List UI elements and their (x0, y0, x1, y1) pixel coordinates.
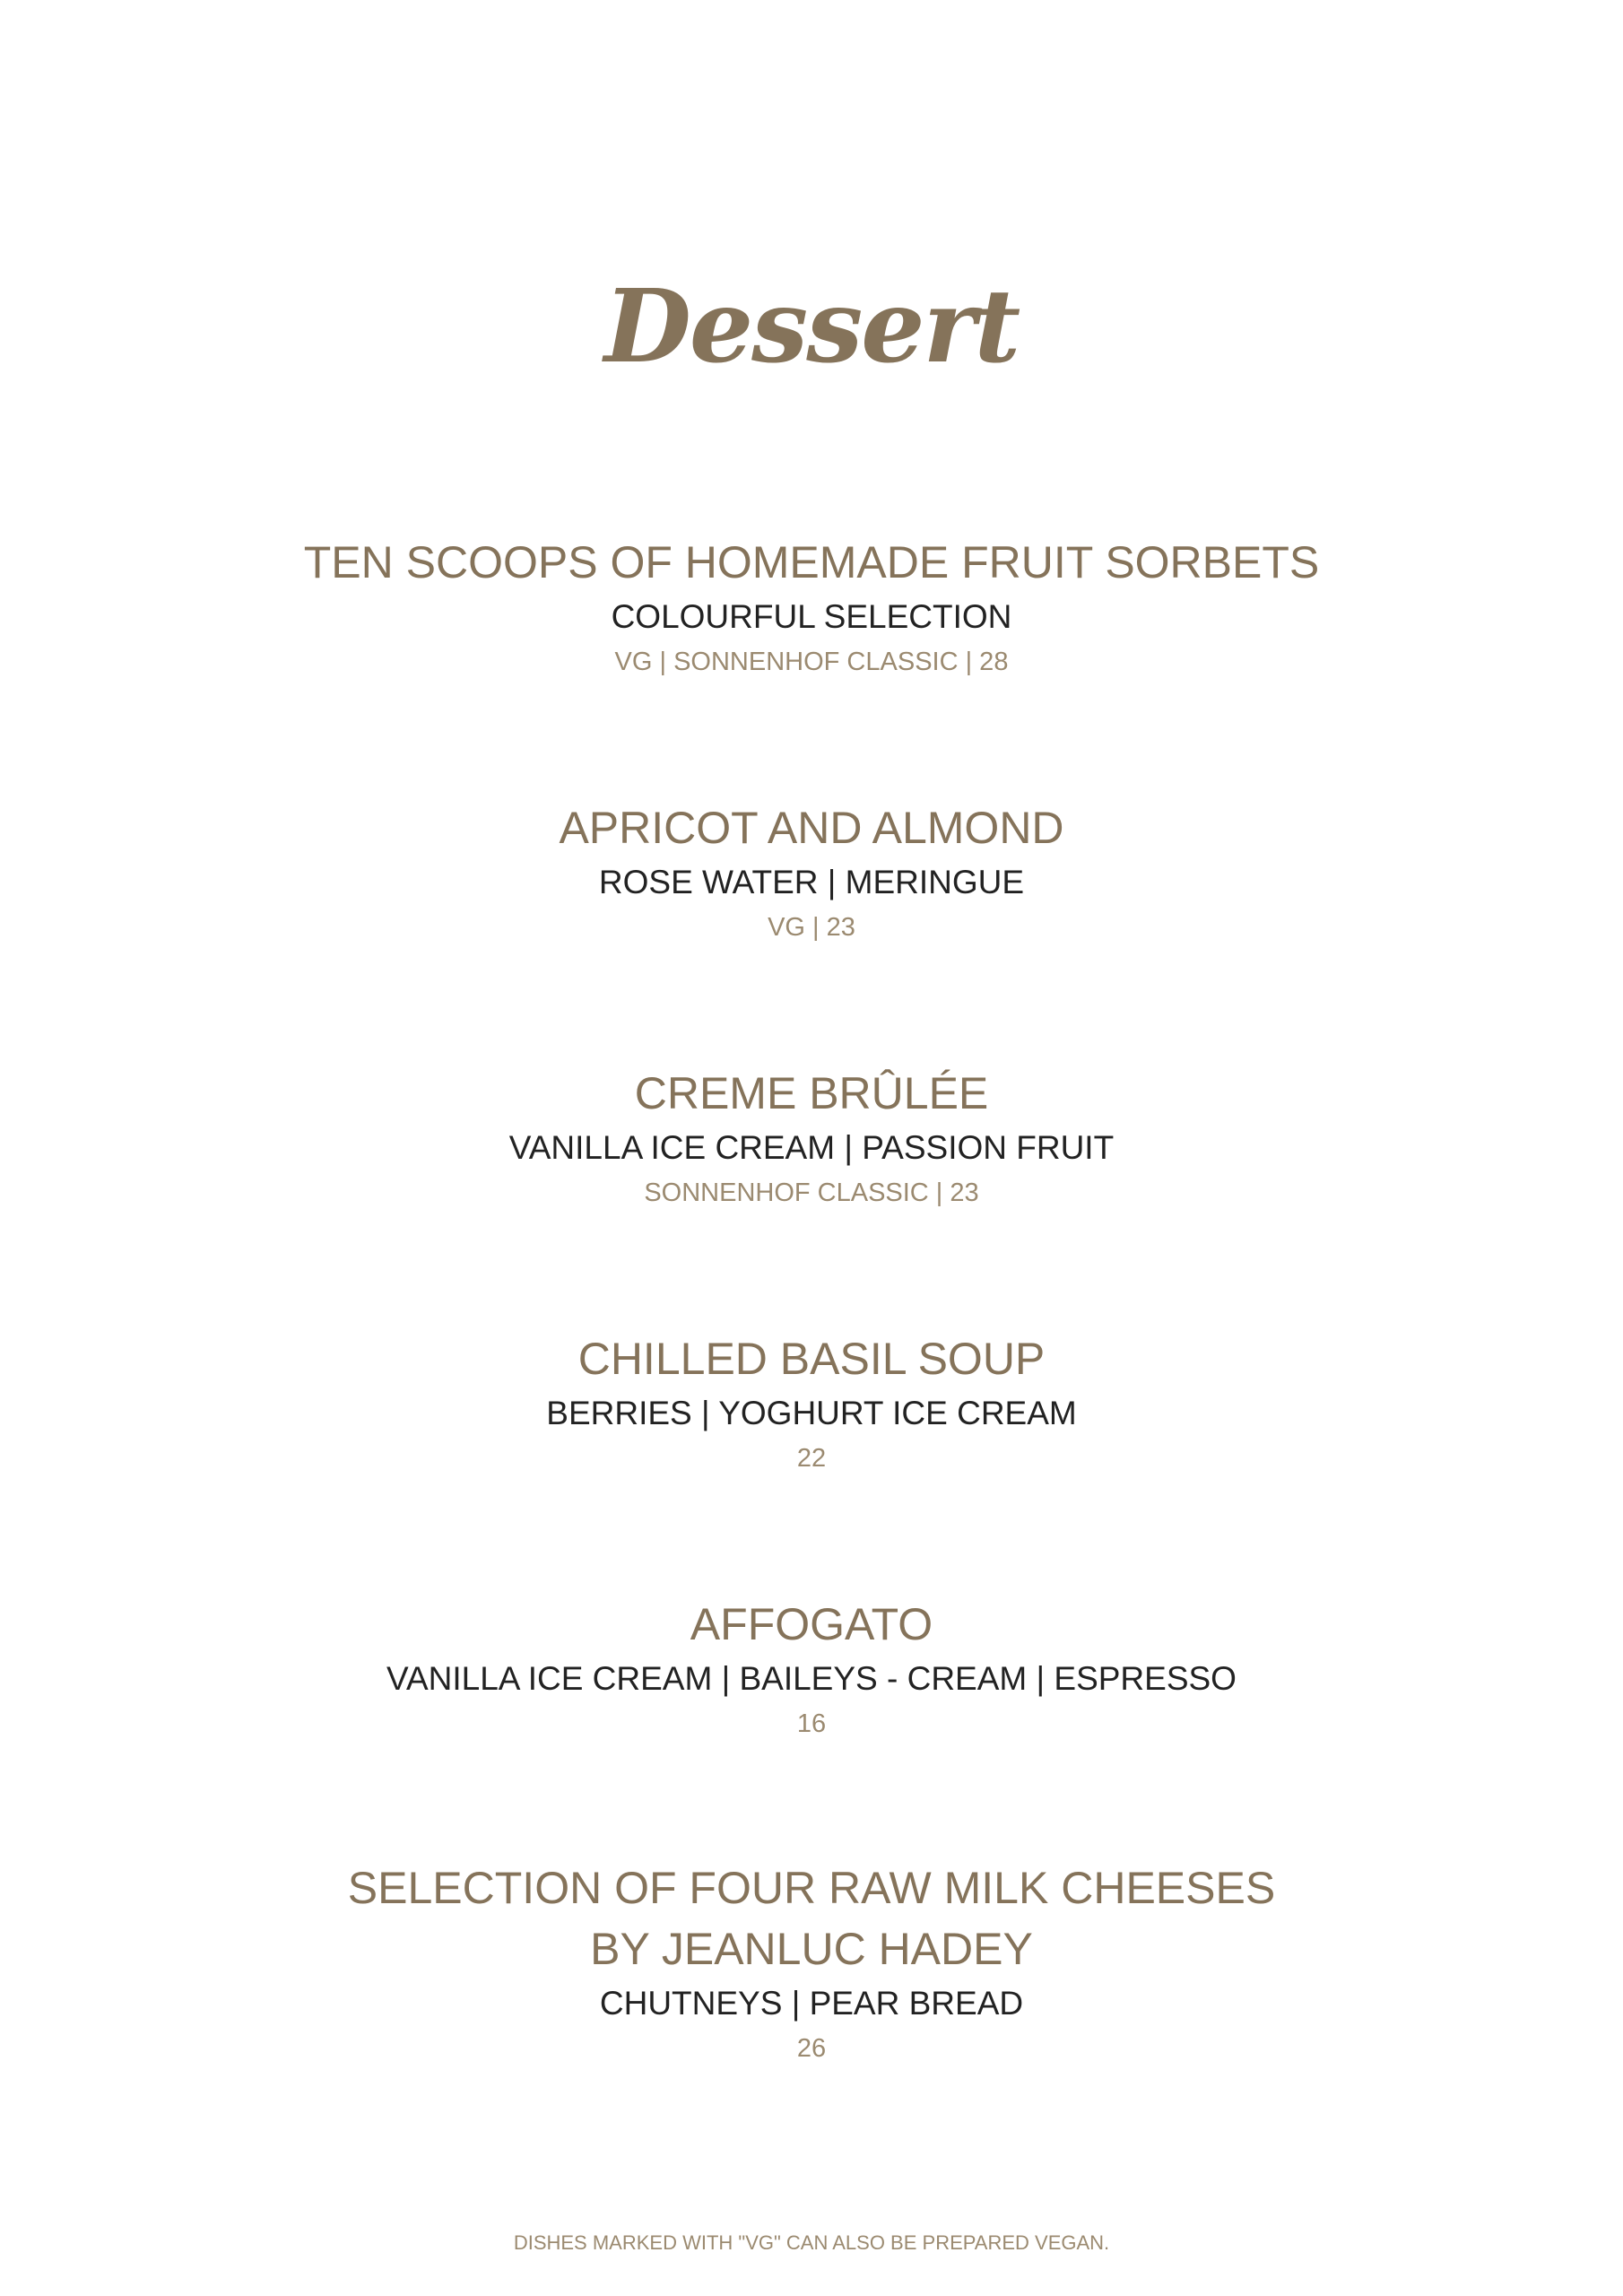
item-note: VG | 23 (768, 913, 855, 942)
menu-item-basil-soup (0, 1328, 1623, 1479)
vegan-footnote: DISHES MARKED WITH "VG" CAN ALSO BE PREPARED VEGAN. (513, 2231, 1110, 2254)
item-description: ROSE WATER | MERINGUE (598, 864, 1025, 900)
item-description: VANILLA ICE CREAM | PASSION FRUIT (508, 1129, 1115, 1166)
item-name: AFFOGATO (690, 1599, 933, 1649)
item-description: BERRIES | YOGHURT ICE CREAM (546, 1395, 1077, 1431)
menu-item-cheeses (0, 1857, 1623, 2069)
menu-item-apricot (0, 797, 1623, 948)
page-title: Dessert (603, 268, 1020, 386)
item-note: 22 (796, 1444, 827, 1473)
item-note: SONNENHOF CLASSIC | 23 (644, 1178, 979, 1207)
item-description: VANILLA ICE CREAM | BAILEYS - CREAM | ESPRESSO (386, 1660, 1237, 1697)
item-name-line2: BY JEANLUC HADEY (590, 1924, 1033, 1974)
item-name: TEN SCOOPS OF HOMEMADE FRUIT SORBETS (303, 537, 1320, 587)
menu-item-creme-brulee (0, 1063, 1623, 1213)
item-name-line1: SELECTION OF FOUR RAW MILK CHEESES (347, 1863, 1276, 1913)
item-note: 26 (796, 2034, 827, 2063)
item-name: APRICOT AND ALMOND (559, 803, 1064, 853)
item-note: 16 (796, 1709, 827, 1738)
item-note: VG | SONNENHOF CLASSIC | 28 (614, 648, 1009, 676)
menu-item-sorbets (0, 532, 1623, 683)
item-description: COLOURFUL SELECTION (611, 598, 1012, 635)
item-name: CREME BRÛLÉE (634, 1068, 989, 1118)
item-description: CHUTNEYS | PEAR BREAD (599, 1985, 1024, 2022)
item-name: CHILLED BASIL SOUP (577, 1334, 1046, 1384)
menu-item-affogato (0, 1594, 1623, 1744)
